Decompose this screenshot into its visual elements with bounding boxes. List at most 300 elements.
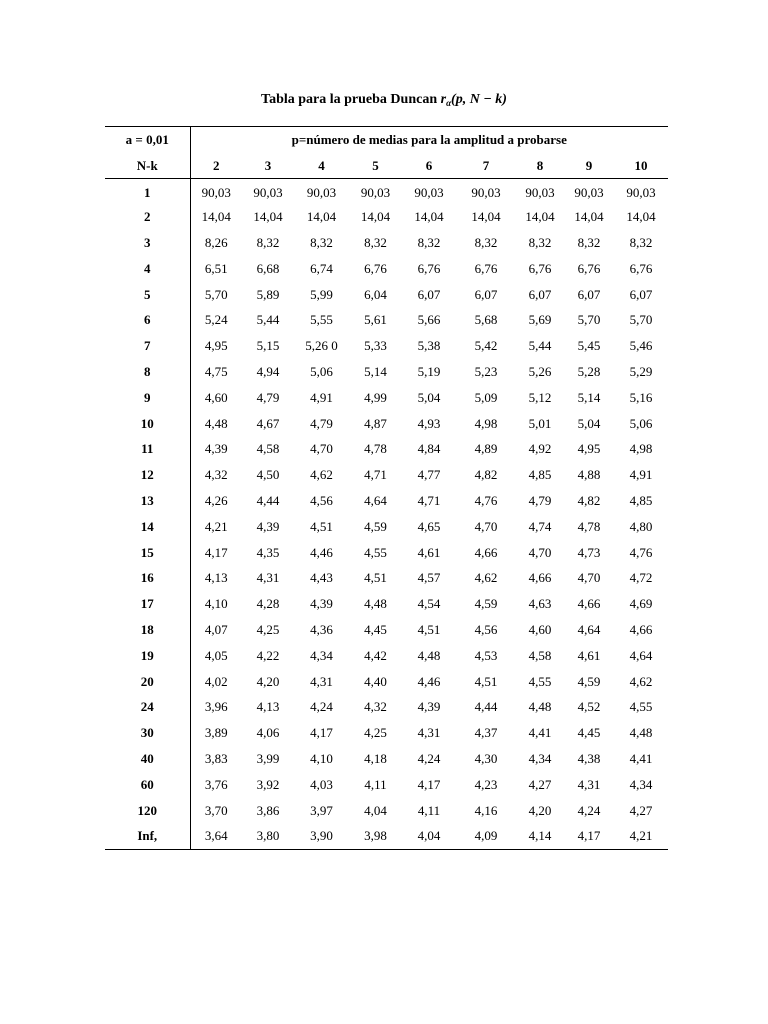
table-cell: 4,17 — [204, 544, 228, 560]
title-args: (p, N − k) — [451, 92, 507, 107]
table-cell: 4,88 — [577, 467, 601, 483]
title-text: Tabla para la prueba Duncan — [261, 92, 441, 107]
table-cell: 4,11 — [364, 776, 387, 792]
table-cell: 4,48 — [528, 699, 552, 715]
table-cell: 4,39 — [310, 596, 333, 612]
table-cell: 5,19 — [417, 363, 441, 379]
row-label: 7 — [105, 333, 190, 359]
table-cell: 6,07 — [528, 286, 552, 302]
duncan-table — [105, 126, 668, 850]
table-cell: 4,02 — [204, 673, 228, 689]
table-cell: 14,04 — [626, 209, 656, 225]
table-cell: 4,18 — [364, 750, 387, 766]
table-cell: 4,13 — [256, 699, 280, 715]
table-cell: 4,13 — [204, 570, 228, 586]
table-cell: 4,79 — [256, 389, 280, 405]
table-cell: 4,55 — [364, 544, 387, 560]
table-row — [105, 772, 668, 798]
table-cell: 4,50 — [256, 467, 280, 483]
table-cell: 90,03 — [574, 184, 604, 200]
table-cell: 8,32 — [417, 234, 441, 250]
table-cell: 4,41 — [528, 725, 552, 741]
alpha-label: a = 0,01 — [105, 127, 190, 154]
table-cell: 4,23 — [474, 776, 498, 792]
table-cell: 90,03 — [253, 184, 283, 200]
table-cell: 6,76 — [629, 260, 653, 276]
table-cell: 8,32 — [310, 234, 333, 250]
table-cell: 5,42 — [474, 338, 498, 354]
table-cell: 4,51 — [364, 570, 387, 586]
table-cell: 4,71 — [417, 492, 441, 508]
table-cell: 4,52 — [577, 699, 601, 715]
group-label: p=número de medias para la amplitud a probarse — [190, 127, 668, 154]
table-cell: 4,63 — [528, 596, 552, 612]
table-cell: 4,62 — [474, 570, 498, 586]
row-label: 2 — [105, 204, 190, 230]
table-cell: 4,85 — [629, 492, 653, 508]
table-cell: 5,46 — [629, 338, 653, 354]
table-cell: 90,03 — [306, 184, 337, 200]
table-cell: 5,15 — [256, 338, 280, 354]
table-cell: 4,82 — [474, 467, 498, 483]
table-cell: 4,42 — [364, 647, 387, 663]
table-row — [105, 359, 668, 385]
row-label: 3 — [105, 230, 190, 256]
table-cell: 5,61 — [364, 312, 387, 328]
table-row — [105, 385, 668, 411]
table-cell: 4,61 — [577, 647, 601, 663]
table-cell: 4,80 — [629, 518, 653, 534]
row-label: 30 — [105, 720, 190, 746]
table-cell: 4,37 — [474, 725, 498, 741]
column-header: 6 — [402, 153, 456, 179]
table-cell: 4,40 — [364, 673, 387, 689]
table-cell: 4,21 — [204, 518, 228, 534]
table-cell: 4,66 — [474, 544, 498, 560]
table-cell: 14,04 — [360, 209, 391, 225]
table-cell: 4,64 — [577, 621, 601, 637]
table-row — [105, 565, 668, 591]
table-cell: 4,38 — [577, 750, 601, 766]
table-cell: 3,89 — [204, 725, 228, 741]
table-cell: 5,44 — [256, 312, 280, 328]
table-cell: 5,06 — [310, 363, 333, 379]
table-cell: 4,51 — [310, 518, 333, 534]
table-row — [105, 436, 668, 462]
table-row — [105, 540, 668, 566]
table-row — [105, 411, 668, 437]
table-cell: 4,10 — [310, 750, 333, 766]
table-cell: 5,14 — [577, 389, 601, 405]
row-label: 8 — [105, 359, 190, 385]
table-cell: 4,98 — [474, 415, 498, 431]
table-cell: 4,95 — [204, 338, 228, 354]
row-label: 11 — [105, 436, 190, 462]
nk-label: N-k — [105, 153, 190, 179]
column-header: 10 — [614, 153, 668, 179]
row-label: 14 — [105, 514, 190, 540]
table-cell: 4,46 — [310, 544, 333, 560]
table-row — [105, 694, 668, 720]
row-label: 4 — [105, 256, 190, 282]
table-cell: 14,04 — [306, 209, 337, 225]
table-cell: 4,04 — [364, 802, 387, 818]
table-cell: 5,26 0 — [305, 338, 338, 354]
table-cell: 5,24 — [204, 312, 228, 328]
row-label: 13 — [105, 488, 190, 514]
table-cell: 4,31 — [256, 570, 280, 586]
row-label: 12 — [105, 462, 190, 488]
table-cell: 3,99 — [256, 750, 280, 766]
table-cell: 3,64 — [190, 823, 242, 849]
table-row — [105, 179, 668, 205]
title-formula — [441, 92, 507, 107]
table-cell: 4,25 — [364, 725, 387, 741]
table-cell: 4,26 — [204, 492, 228, 508]
table-cell: 4,05 — [204, 647, 228, 663]
row-label: 18 — [105, 617, 190, 643]
table-row — [105, 720, 668, 746]
table-row — [105, 591, 668, 617]
table-cell: 6,68 — [256, 260, 280, 276]
table-cell: 90,03 — [471, 184, 501, 200]
table-cell: 6,07 — [577, 286, 601, 302]
table-cell: 4,20 — [256, 673, 280, 689]
table-cell: 4,89 — [474, 441, 498, 457]
title-alpha: α — [446, 98, 452, 108]
row-label: 1 — [105, 179, 190, 205]
table-cell: 4,34 — [528, 750, 552, 766]
table-row — [105, 643, 668, 669]
table-cell: 4,31 — [310, 673, 333, 689]
table-cell: 4,17 — [564, 823, 614, 849]
table-cell: 4,59 — [577, 673, 601, 689]
table-cell: 5,70 — [629, 312, 653, 328]
table-cell: 3,92 — [256, 776, 280, 792]
row-label: Inf, — [105, 823, 190, 849]
table-cell: 14,04 — [471, 209, 501, 225]
table-cell: 4,45 — [577, 725, 601, 741]
table-cell: 5,89 — [256, 286, 280, 302]
table-cell: 4,99 — [364, 389, 387, 405]
table-cell: 4,39 — [256, 518, 280, 534]
table-row — [105, 256, 668, 282]
table-cell: 6,74 — [310, 260, 333, 276]
table-cell: 5,14 — [364, 363, 387, 379]
table-cell: 5,04 — [577, 415, 601, 431]
table-cell: 4,71 — [364, 467, 387, 483]
table-cell: 4,46 — [417, 673, 441, 689]
table-cell: 6,76 — [364, 260, 387, 276]
table-cell: 4,77 — [417, 467, 441, 483]
table-cell: 4,66 — [629, 621, 653, 637]
table-cell: 4,03 — [310, 776, 333, 792]
table-cell: 3,76 — [204, 776, 228, 792]
table-cell: 4,57 — [417, 570, 441, 586]
table-cell: 5,01 — [528, 415, 552, 431]
table-cell: 4,17 — [417, 776, 441, 792]
row-label: 16 — [105, 565, 190, 591]
table-header — [105, 127, 668, 179]
table-cell: 5,66 — [417, 312, 441, 328]
table-cell: 4,59 — [364, 518, 387, 534]
table-cell: 5,70 — [204, 286, 228, 302]
table-cell: 4,59 — [474, 596, 498, 612]
column-header: 4 — [294, 153, 349, 179]
table-cell: 90,03 — [360, 184, 391, 200]
table-cell: 5,16 — [629, 389, 653, 405]
table-cell: 6,04 — [364, 286, 387, 302]
table-cell: 4,51 — [417, 621, 441, 637]
table-cell: 4,79 — [310, 415, 333, 431]
table-cell: 4,48 — [629, 725, 653, 741]
page-title — [0, 90, 768, 113]
row-label: 40 — [105, 746, 190, 772]
table-cell: 8,32 — [364, 234, 387, 250]
table-cell: 4,07 — [204, 621, 228, 637]
table-cell: 4,67 — [256, 415, 280, 431]
table-cell: 4,78 — [577, 518, 601, 534]
table-cell: 3,90 — [294, 823, 349, 849]
table-cell: 4,91 — [310, 389, 333, 405]
table-cell: 4,48 — [364, 596, 387, 612]
table-cell: 5,55 — [310, 312, 333, 328]
table-cell: 4,39 — [204, 441, 228, 457]
table-cell: 6,76 — [577, 260, 601, 276]
table-cell: 4,30 — [474, 750, 498, 766]
table-row — [105, 204, 668, 230]
row-label: 6 — [105, 307, 190, 333]
table-cell: 5,69 — [528, 312, 552, 328]
table-cell: 14,04 — [525, 209, 555, 225]
table-cell: 3,98 — [349, 823, 402, 849]
table-cell: 4,93 — [417, 415, 441, 431]
table-cell: 14,04 — [201, 209, 231, 225]
table-cell: 4,10 — [204, 596, 228, 612]
table-cell: 4,64 — [364, 492, 387, 508]
table-cell: 4,66 — [528, 570, 552, 586]
table-cell: 4,56 — [474, 621, 498, 637]
table-cell: 4,24 — [577, 802, 601, 818]
table-cell: 6,07 — [417, 286, 441, 302]
table-cell: 4,36 — [310, 621, 333, 637]
table-cell: 8,26 — [204, 234, 228, 250]
table-cell: 4,65 — [417, 518, 441, 534]
column-header: 9 — [564, 153, 614, 179]
column-header: 3 — [242, 153, 294, 179]
table-cell: 4,72 — [629, 570, 653, 586]
table-cell: 4,98 — [629, 441, 653, 457]
table-cell: 5,44 — [528, 338, 552, 354]
table-cell: 4,11 — [417, 802, 441, 818]
table-cell: 3,70 — [204, 802, 228, 818]
row-label: 17 — [105, 591, 190, 617]
table-row — [105, 230, 668, 256]
table-cell: 4,70 — [474, 518, 498, 534]
column-header: 2 — [190, 153, 242, 179]
table-cell: 5,29 — [629, 363, 653, 379]
table-cell: 4,44 — [256, 492, 280, 508]
table-cell: 4,24 — [310, 699, 333, 715]
row-label: 15 — [105, 540, 190, 566]
table-cell: 4,87 — [364, 415, 387, 431]
row-label: 19 — [105, 643, 190, 669]
table-cell: 4,39 — [417, 699, 441, 715]
table-cell: 14,04 — [574, 209, 604, 225]
table-cell: 4,56 — [310, 492, 333, 508]
table-cell: 4,31 — [577, 776, 601, 792]
header-row-1 — [105, 127, 668, 154]
table-cell: 4,48 — [204, 415, 228, 431]
table-cell: 4,27 — [528, 776, 552, 792]
table-cell: 4,70 — [310, 441, 333, 457]
table-cell: 4,48 — [417, 647, 441, 663]
table-cell: 6,07 — [474, 286, 498, 302]
table-row — [105, 798, 668, 824]
table-cell: 4,43 — [310, 570, 333, 586]
table-cell: 3,86 — [256, 802, 280, 818]
table-cell: 4,54 — [417, 596, 441, 612]
table-cell: 4,58 — [256, 441, 280, 457]
table-cell: 4,32 — [204, 467, 228, 483]
table-cell: 8,32 — [577, 234, 601, 250]
table-cell: 3,97 — [310, 802, 333, 818]
table-cell: 4,95 — [577, 441, 601, 457]
table-cell: 5,26 — [528, 363, 552, 379]
table-row — [105, 823, 668, 849]
table-cell: 4,60 — [204, 389, 228, 405]
table-cell: 4,62 — [629, 673, 653, 689]
table-cell: 4,70 — [528, 544, 552, 560]
table-cell: 4,74 — [528, 518, 552, 534]
table-cell: 4,32 — [364, 699, 387, 715]
table-cell: 4,28 — [256, 596, 280, 612]
table-cell: 4,61 — [417, 544, 441, 560]
table-cell: 4,44 — [474, 699, 498, 715]
table-cell: 14,04 — [253, 209, 283, 225]
table-cell: 4,70 — [577, 570, 601, 586]
table-cell: 4,45 — [364, 621, 387, 637]
table-cell: 4,22 — [256, 647, 280, 663]
table-cell: 5,09 — [474, 389, 498, 405]
table-cell: 4,85 — [528, 467, 552, 483]
row-label: 20 — [105, 669, 190, 695]
table-row — [105, 514, 668, 540]
table-cell: 6,76 — [528, 260, 552, 276]
table-cell: 5,33 — [364, 338, 387, 354]
table-cell: 4,78 — [364, 441, 387, 457]
table-cell: 6,76 — [417, 260, 441, 276]
table-cell: 4,55 — [629, 699, 653, 715]
table-cell: 4,51 — [474, 673, 498, 689]
row-label: 5 — [105, 282, 190, 308]
table-cell: 4,60 — [528, 621, 552, 637]
table-cell: 4,53 — [474, 647, 498, 663]
table-cell: 4,20 — [528, 802, 552, 818]
column-header: 8 — [516, 153, 564, 179]
table-cell: 4,17 — [310, 725, 333, 741]
table-cell: 5,99 — [310, 286, 333, 302]
table-cell: 4,73 — [577, 544, 601, 560]
table-row — [105, 282, 668, 308]
table-cell: 90,03 — [525, 184, 555, 200]
table-row — [105, 333, 668, 359]
table-cell: 4,35 — [256, 544, 280, 560]
table-cell: 5,70 — [577, 312, 601, 328]
table-cell: 6,51 — [204, 260, 228, 276]
row-label: 24 — [105, 694, 190, 720]
table-cell: 4,92 — [528, 441, 552, 457]
table-row — [105, 669, 668, 695]
table-cell: 8,32 — [474, 234, 498, 250]
table-cell: 14,04 — [414, 209, 444, 225]
table-row — [105, 488, 668, 514]
table-cell: 4,76 — [629, 544, 653, 560]
table-cell: 5,06 — [629, 415, 653, 431]
table-cell: 4,34 — [629, 776, 653, 792]
table-row — [105, 746, 668, 772]
table-cell: 3,83 — [204, 750, 228, 766]
table-cell: 4,84 — [417, 441, 441, 457]
table-cell: 5,68 — [474, 312, 498, 328]
row-label: 120 — [105, 798, 190, 824]
title-r: r — [440, 92, 447, 107]
table-cell: 8,32 — [528, 234, 552, 250]
table-cell: 4,24 — [417, 750, 441, 766]
table-cell: 90,03 — [201, 184, 231, 200]
table-cell: 4,62 — [310, 467, 333, 483]
column-header: 5 — [349, 153, 402, 179]
row-label: 60 — [105, 772, 190, 798]
table-row — [105, 307, 668, 333]
table-cell: 4,76 — [474, 492, 498, 508]
table-cell: 4,04 — [402, 823, 456, 849]
table-cell: 5,04 — [417, 389, 441, 405]
table-cell: 4,66 — [577, 596, 601, 612]
row-label: 9 — [105, 385, 190, 411]
table-cell: 8,32 — [256, 234, 280, 250]
table-cell: 5,12 — [528, 389, 552, 405]
table-cell: 5,28 — [577, 363, 601, 379]
table-row — [105, 462, 668, 488]
table-cell: 4,27 — [629, 802, 653, 818]
table-cell: 4,69 — [629, 596, 653, 612]
row-label: 10 — [105, 411, 190, 437]
table-cell: 4,06 — [256, 725, 280, 741]
table-cell: 3,96 — [204, 699, 228, 715]
table-cell: 5,45 — [577, 338, 601, 354]
table-cell: 5,38 — [417, 338, 441, 354]
header-row-2 — [105, 153, 668, 179]
table-cell: 4,75 — [204, 363, 228, 379]
table-cell: 6,76 — [474, 260, 498, 276]
table-cell: 6,07 — [629, 286, 653, 302]
table-cell: 4,58 — [528, 647, 552, 663]
table-cell: 90,03 — [414, 184, 444, 200]
table-cell: 4,64 — [629, 647, 653, 663]
column-header: 7 — [456, 153, 516, 179]
table-cell: 4,09 — [456, 823, 516, 849]
table-cell: 4,25 — [256, 621, 280, 637]
table-cell: 5,23 — [474, 363, 498, 379]
table-cell: 4,79 — [528, 492, 552, 508]
table-cell: 4,34 — [310, 647, 333, 663]
table-cell: 90,03 — [626, 184, 656, 200]
table-row — [105, 617, 668, 643]
table-cell: 8,32 — [629, 234, 653, 250]
table-cell: 4,55 — [528, 673, 552, 689]
table-cell: 4,21 — [614, 823, 668, 849]
